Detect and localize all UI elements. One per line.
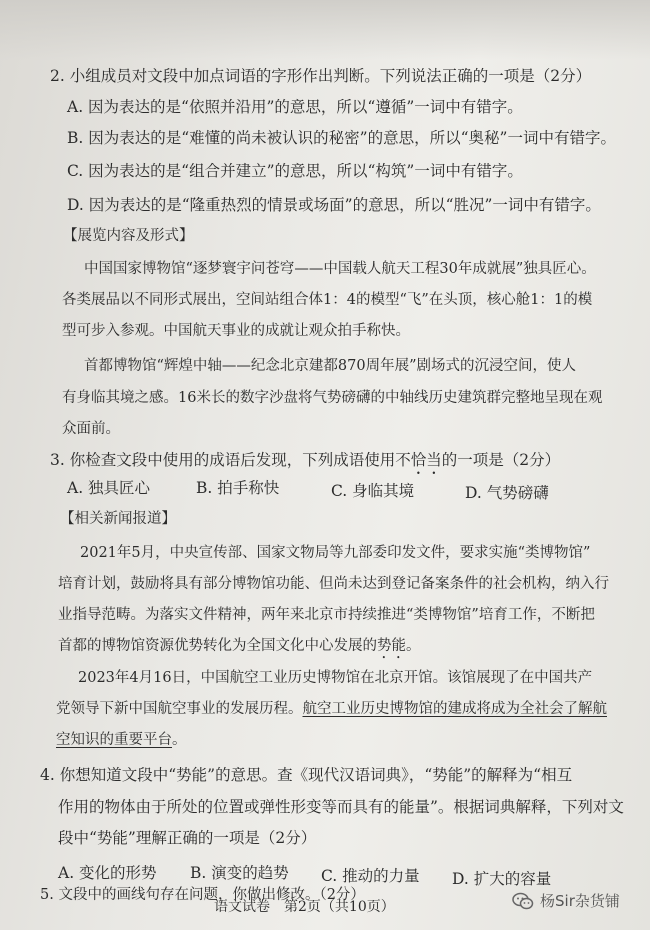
q4-option-b: B. 演变的趋势 [190,864,289,882]
paragraph-text: 首都的博物馆资源优势转化为全国文化中心发展的 [58,638,377,654]
paragraph-line: 首都博物馆“辉煌中轴——纪念北京建都870周年展”剧场式的沉浸空间，使人 [84,358,576,374]
dotted-word-shineng: 势能 [377,638,406,654]
q5-stem-text: 5. 文段中的画线句存在问题，你做出修改。（2分） [40,887,365,903]
q3-stem-post: 的一项是（2分） [441,451,561,469]
paragraph-line: 2021年5月，中央宣传部、国家文物局等九部委印发文件，要求实施“类博物馆” [80,545,591,561]
q4-option-d: D. 扩大的容量 [452,870,552,888]
paragraph-line [58,636,421,662]
paragraph-line: 中国国家博物馆“逐梦寰宇问苍穹——中国载人航天工程30年成就展”独具匠心。 [84,261,596,277]
paragraph-line: 2023年4月16日，中国航空工业历史博物馆在北京开馆。该馆展现了在中国共产 [78,670,593,686]
q3-stem [50,450,560,478]
paragraph-line: 众面前。 [62,421,120,437]
q3-stem-pre: 3. 你检查文段中使用的成语后发现，下列成语使用不 [50,451,411,469]
paragraph-line [56,699,607,719]
paragraph-line: 有身临其境之感。16米长的数字沙盘将气势磅礴的中轴线历史建筑群完整地呈现在观 [62,390,603,406]
wechat-icon [512,892,534,910]
page-footer: 语文试卷 第2页（共10页） [214,899,395,915]
paragraph-line [56,730,187,750]
underlined-sentence: 空知识的重要平台 [56,732,172,748]
paragraph-line: 业指导范畴。为落实文件精神，两年来北京市持续推进“类博物馆”培育工作，不断把 [58,607,595,623]
paragraph-line: 培育计划，鼓励将具有部分博物馆功能、但尚未达到登记备案条件的社会机构，纳入行 [58,576,609,592]
q2-option-d: D. 因为表达的是“隆重热烈的情景或场面”的意思，所以“胜况”一词中有错字。 [67,196,601,214]
paragraph-text: 。 [406,638,421,654]
paragraph-text: 党领导下新中国航空事业的发展历程。 [56,701,303,717]
q3-option-d: D. 气势磅礴 [465,484,549,502]
q4-option-a: A. 变化的形势 [58,864,157,882]
watermark [512,890,620,911]
q3-option-c: C. 身临其境 [331,482,415,500]
q2-option-a: A. 因为表达的是“依照并沿用”的意思，所以“遵循”一词中有错字。 [67,98,523,116]
q4-stem-line: 4. 你想知道文段中“势能”的意思。查《现代汉语词典》，“势能”的解释为“相互 [40,766,573,784]
paragraph-text: 。 [172,732,187,748]
q2-option-b: B. 因为表达的是“难懂的尚未被认识的秘密”的意思，所以“奥秘”一词中有错字。 [67,129,616,147]
q4-stem-line: 作用的物体由于所处的位置或弹性形变等而具有的能量”。根据词典解释，下列对文 [58,798,624,816]
page-top-shadow [0,0,650,60]
paragraph-line: 各类展品以不同形式展出，空间站组合体1：4的模型“飞”在头顶，核心舱1：1的模 [62,292,593,308]
q4-option-c: C. 推动的力量 [321,867,420,885]
q4-stem-line: 段中“势能”理解正确的一项是（2分） [58,829,317,847]
section-heading-news: 【相关新闻报道】 [60,511,176,527]
section-heading-exhibition: 【展览内容及形式】 [63,228,194,244]
q2-stem: 2. 小组成员对文段中加点词语的字形作出判断。下列说法正确的一项是（2分） [50,67,592,85]
q3-option-b: B. 拍手称快 [196,479,280,497]
paragraph-line: 型可步入参观。中国航天事业的成就让观众拍手称快。 [62,323,410,339]
underlined-sentence: 航空工业历史博物馆的建成将成为全社会了解航 [302,701,607,717]
q2-option-c: C. 因为表达的是“组合并建立”的意思，所以“构筑”一词中有错字。 [67,162,523,180]
q3-stem-dotted: 恰当 [410,451,442,469]
watermark-text: 杨Sir杂货铺 [540,892,620,910]
q3-option-a: A. 独具匠心 [67,479,151,497]
